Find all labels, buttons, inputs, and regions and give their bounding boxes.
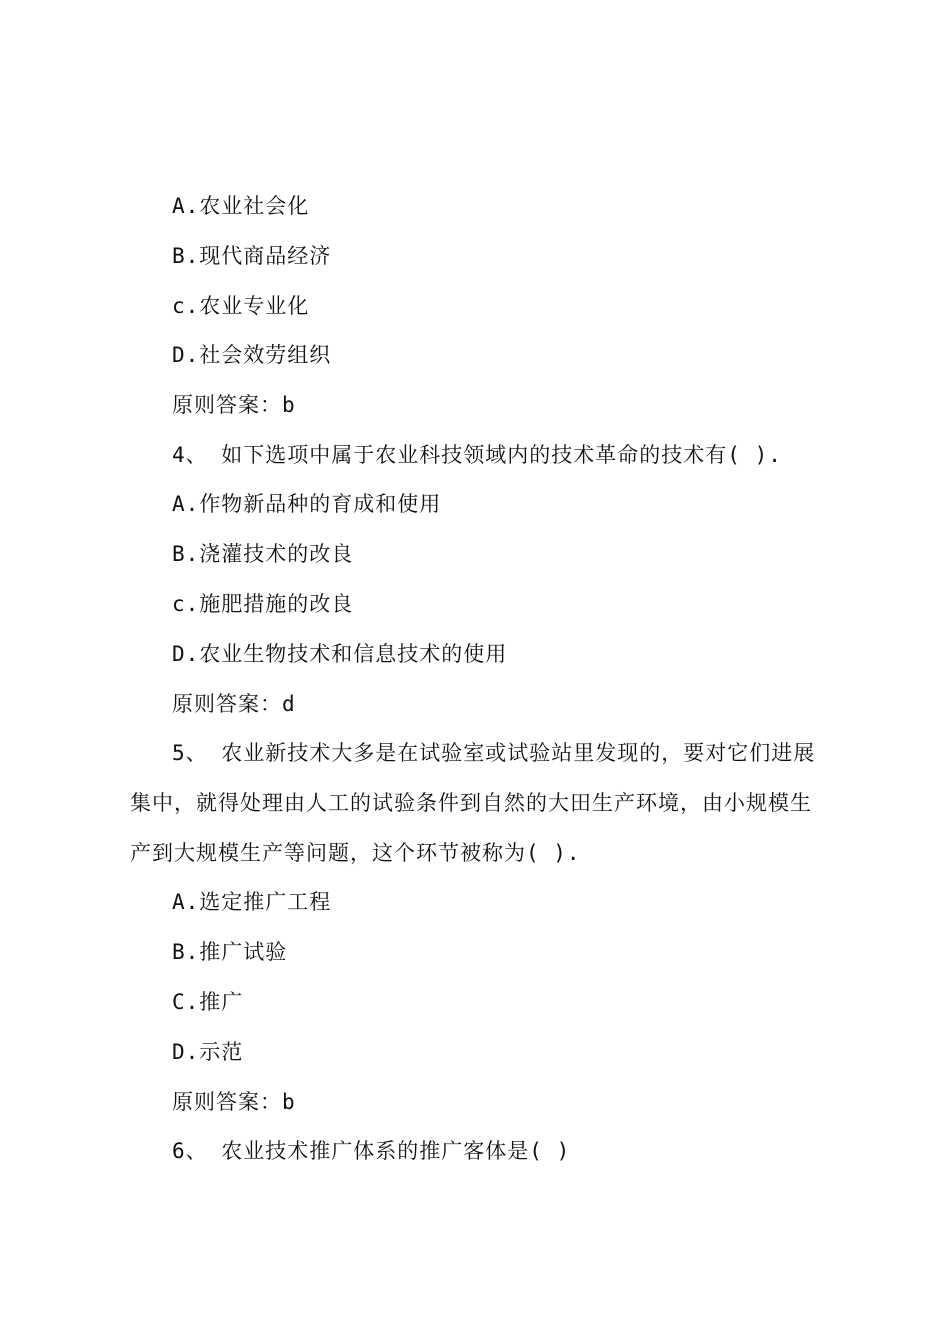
option-d-q5: D.示范	[172, 1040, 244, 1064]
option-c-q5: C.推广	[172, 990, 244, 1014]
question-5-line-2: 集中，就得处理由人工的试验条件到自然的大田生产环境，由小规模生	[130, 791, 812, 815]
option-d-q4: D.农业生物技术和信息技术的使用	[172, 642, 508, 666]
option-d-q3: D.社会效劳组织	[172, 343, 332, 367]
option-b-q3: B.现代商品经济	[172, 244, 332, 268]
option-c-q4: c.施肥措施的改良	[172, 592, 354, 616]
answer-q4: 原则答案：d	[172, 692, 296, 716]
option-b-q4: B.浇灌技术的改良	[172, 542, 354, 566]
option-b-q5: B.推广试验	[172, 940, 288, 964]
question-5-line-3: 产到大规模生产等问题，这个环节被称为( ).	[130, 841, 581, 865]
question-4: 4、 如下选项中属于农业科技领域内的技术革命的技术有( ).	[172, 443, 782, 467]
option-a-q3: A.农业社会化	[172, 194, 310, 218]
option-a-q4: A.作物新品种的育成和使用	[172, 492, 442, 516]
answer-q5: 原则答案：b	[172, 1090, 296, 1114]
question-5-line-1: 5、 农业新技术大多是在试验室或试验站里发现的，要对它们进展	[172, 741, 816, 765]
answer-q3: 原则答案：b	[172, 393, 296, 417]
option-a-q5: A.选定推广工程	[172, 890, 332, 914]
question-6: 6、 农业技术推广体系的推广客体是( )	[172, 1139, 571, 1163]
option-c-q3: c.农业专业化	[172, 294, 310, 318]
